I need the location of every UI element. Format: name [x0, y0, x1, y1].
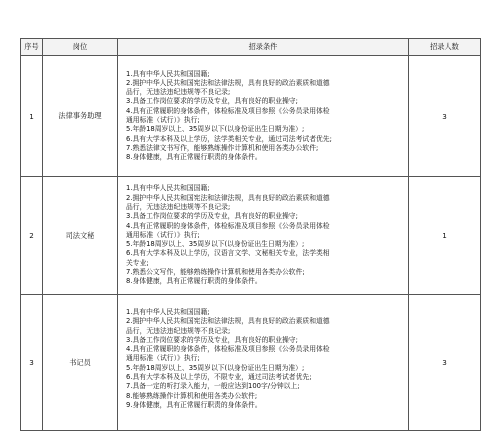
table-row — [21, 295, 481, 431]
header-conditions: 招录条件 — [118, 39, 409, 56]
header-count: 招录人数 — [409, 39, 481, 56]
row-position: 书记员 — [43, 295, 118, 431]
condition-line: 品行，无违法违纪违规等不良记录; — [126, 326, 231, 335]
condition-line: 2.拥护中华人民共和国宪法和法律法规，具有良好的政治素质和道德 — [126, 317, 330, 326]
condition-line: 关专业; — [126, 258, 149, 267]
condition-line: 品行，无违法违纪违规等不良记录; — [126, 88, 231, 97]
row-conditions — [118, 56, 409, 177]
condition-line: 8.身体健康，具有正常履行职责的身体条件。 — [126, 153, 262, 162]
row-number: 2 — [21, 177, 43, 295]
condition-line: 4.具有正常履职的身体条件，体检标准及项目参照《公务员录用体检 — [126, 106, 330, 115]
condition-line: 通用标准（试行）》执行; — [126, 116, 200, 124]
condition-line: 7.熟悉公文写作，能够熟练操作计算机和使用各类办公软件; — [126, 268, 305, 277]
row-count: 3 — [409, 56, 481, 177]
table-row — [21, 56, 481, 177]
condition-line: 6.具有大学本科及以上学历，法学类相关专业，通过司法考试者优先; — [126, 134, 332, 143]
row-conditions — [118, 177, 409, 295]
condition-line: 3.具备工作岗位要求的学历及专业，具有良好的职业操守; — [126, 212, 298, 221]
row-position: 法律事务助理 — [43, 56, 118, 177]
recruitment-table — [20, 38, 481, 431]
condition-line: 7.熟悉法律文书写作，能够熟练操作计算机和使用各类办公软件; — [126, 143, 319, 152]
row-count: 1 — [409, 177, 481, 295]
row-conditions — [118, 295, 409, 431]
table-row — [21, 177, 481, 295]
condition-line: 通用标准（试行）》执行; — [126, 230, 200, 239]
condition-line: 2.拥护中华人民共和国宪法和法律法规，具有良好的政治素质和道德 — [126, 78, 330, 87]
condition-line: 通用标准（试行）》执行; — [126, 354, 200, 363]
table-header-row — [21, 39, 481, 56]
row-position: 司法文秘 — [43, 177, 118, 295]
condition-line: 4.具有正常履职的身体条件，体检标准及项目参照《公务员录用体检 — [126, 345, 330, 354]
row-number: 3 — [21, 295, 43, 431]
condition-line: 3.具备工作岗位要求的学历及专业，具有良好的职业操守; — [126, 335, 298, 344]
condition-line: 8.能够熟练操作计算机和使用各类办公软件; — [126, 391, 258, 400]
condition-line: 3.具备工作岗位要求的学历及专业，具有良好的职业操守; — [126, 97, 298, 106]
condition-line: 品行，无违法违纪违规等不良记录; — [126, 202, 231, 211]
condition-line: 9.身体健康，具有正常履行职责的身体条件。 — [126, 400, 262, 409]
condition-line: 8.身体健康，具有正常履行职责的身体条件。 — [126, 277, 262, 286]
condition-line: 7.具备一定的听打录入能力，一般应达到100字/分钟以上; — [126, 382, 300, 391]
condition-line: 1.具有中华人民共和国国籍; — [126, 308, 210, 316]
condition-line: 6.具有大学本科及以上学历，不限专业，通过司法考试者优先; — [126, 373, 312, 382]
header-position: 岗位 — [43, 39, 118, 56]
condition-line: 1.具有中华人民共和国国籍; — [126, 69, 210, 78]
condition-line: 6.具有大学本科及以上学历，汉语言文学、文秘相关专业，法学类相 — [126, 249, 330, 258]
row-count: 3 — [409, 295, 481, 431]
condition-line: 1.具有中华人民共和国国籍; — [126, 184, 210, 193]
condition-line: 5.年龄18周岁以上、35周岁以下(以身份证出生日期为准）; — [126, 125, 305, 134]
condition-line: 4.具有正常履职的身体条件，体检标准及项目参照《公务员录用体检 — [126, 221, 330, 230]
condition-line: 5.年龄18周岁以上、35周岁以下(以身份证出生日期为准）; — [126, 240, 305, 249]
row-number: 1 — [21, 56, 43, 177]
condition-line: 2.拥护中华人民共和国宪法和法律法规，具有良好的政治素质和道德 — [126, 193, 330, 202]
condition-line: 5.年龄18周岁以上、35周岁以下(以身份证出生日期为准）; — [126, 363, 305, 372]
header-number: 序号 — [21, 39, 43, 56]
